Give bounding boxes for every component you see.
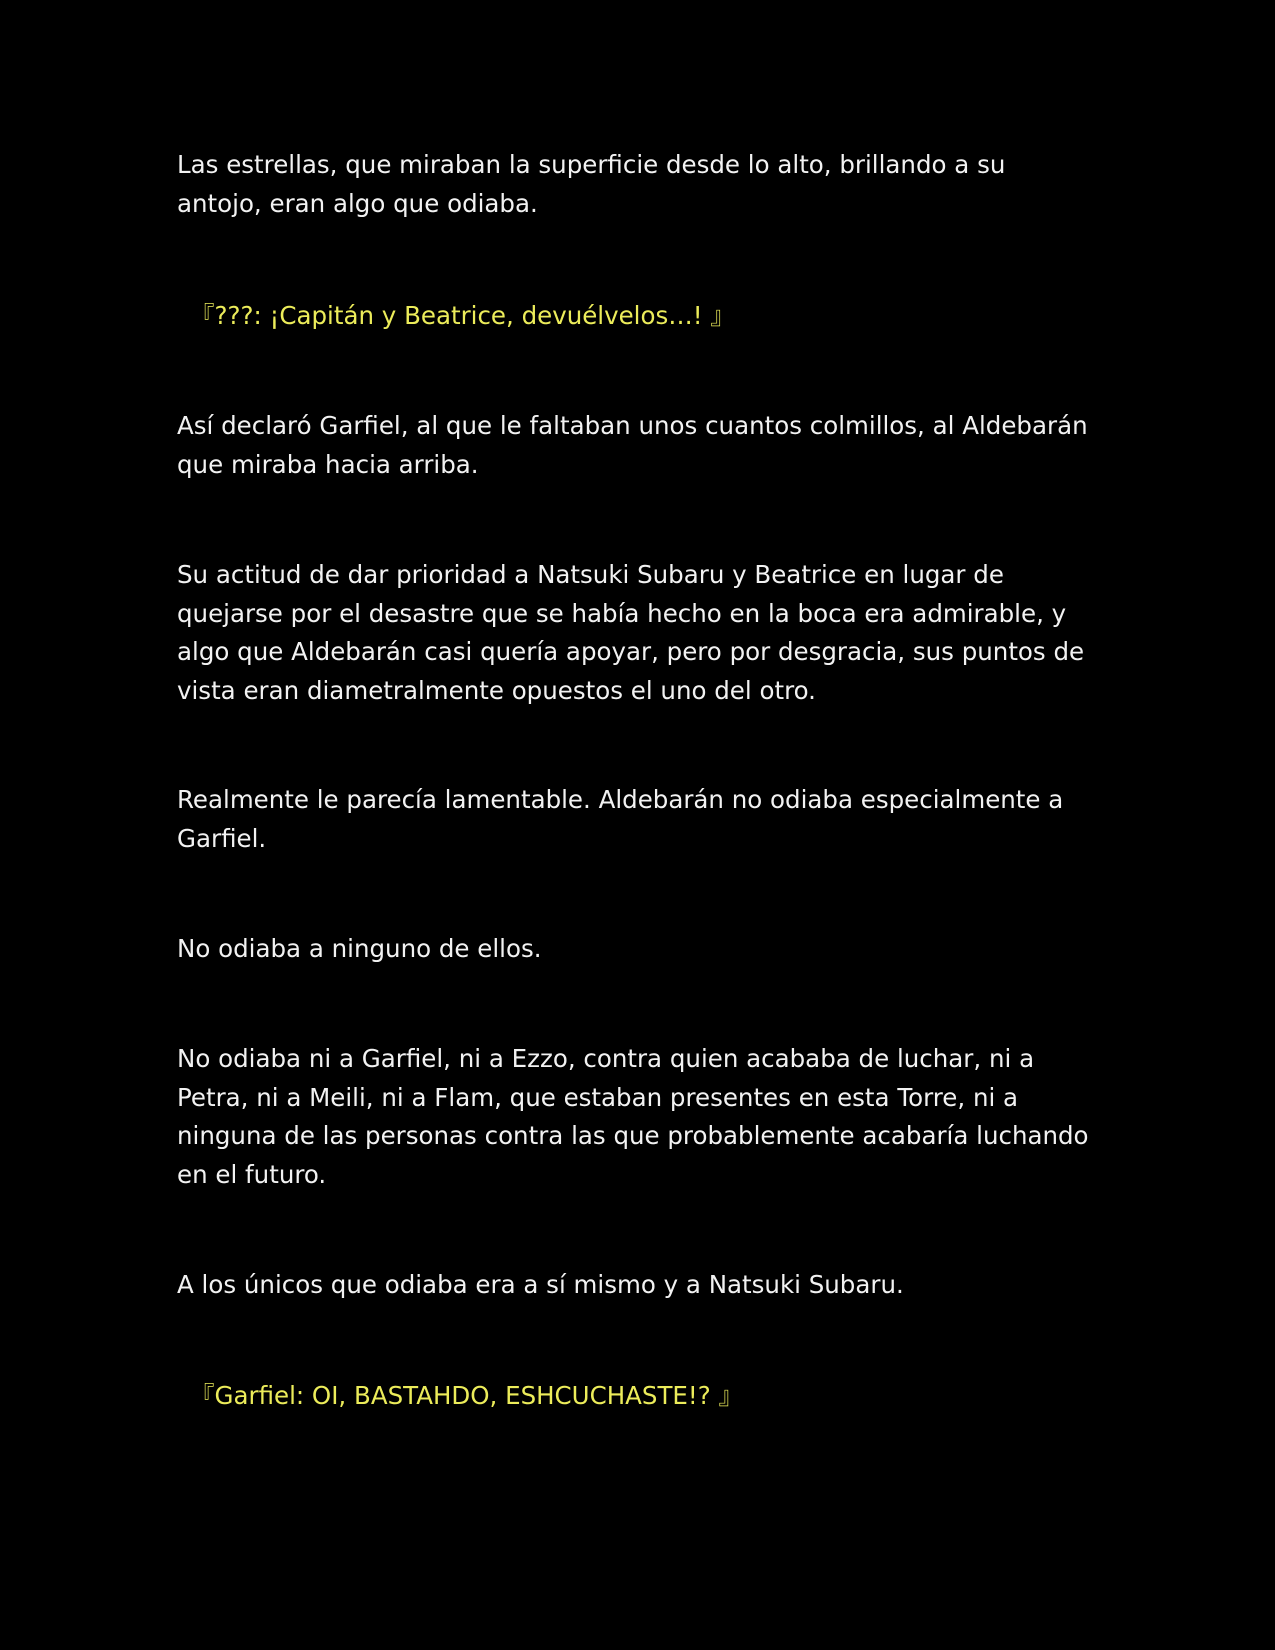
paragraph-attitude: Su actitud de dar prioridad a Natsuki Subaru y Beatrice en lugar de quejarse por el desastre que se había hecho en la boca era admirable, y algo que Aldebarán casi quería apoyar, pero por desgracia, sus puntos de vista eran diametralmente opuestos el uno del otro. bbox=[177, 560, 1085, 705]
paragraph-garfiel-declared: Así declaró Garfiel, al que le faltaban unos cuantos colmillos, al Aldebarán que miraba hacia arriba. bbox=[177, 411, 1088, 479]
paragraph-no-hate-list: No odiaba ni a Garfiel, ni a Ezzo, contra quien acababa de luchar, ni a Petra, ni a Meili, ni a Flam, que estaban presentes en esta Torre, ni a ninguna de las personas contra las que probablemente acabaría luchando en el futuro. bbox=[177, 1044, 1089, 1189]
paragraph-lamentable: Realmente le parecía lamentable. Aldebarán no odiaba especialmente a Garfiel. bbox=[177, 785, 1064, 853]
dialogue-line-garfiel: 『Garfiel: OI, BASTAHDO, ESHCUCHASTE!? 』 bbox=[190, 1381, 743, 1410]
paragraph-only-hated: A los únicos que odiaba era a sí mismo y a Natsuki Subaru. bbox=[177, 1270, 904, 1299]
paragraph-stars: Las estrellas, que miraban la superficie desde lo alto, brillando a su antojo, eran algo que odiaba. bbox=[177, 150, 1006, 218]
dialogue-line-unknown: 『???: ¡Capitán y Beatrice, devuélvelos…! 』 bbox=[190, 301, 735, 330]
paragraph-no-hate: No odiaba a ninguno de ellos. bbox=[177, 934, 542, 963]
